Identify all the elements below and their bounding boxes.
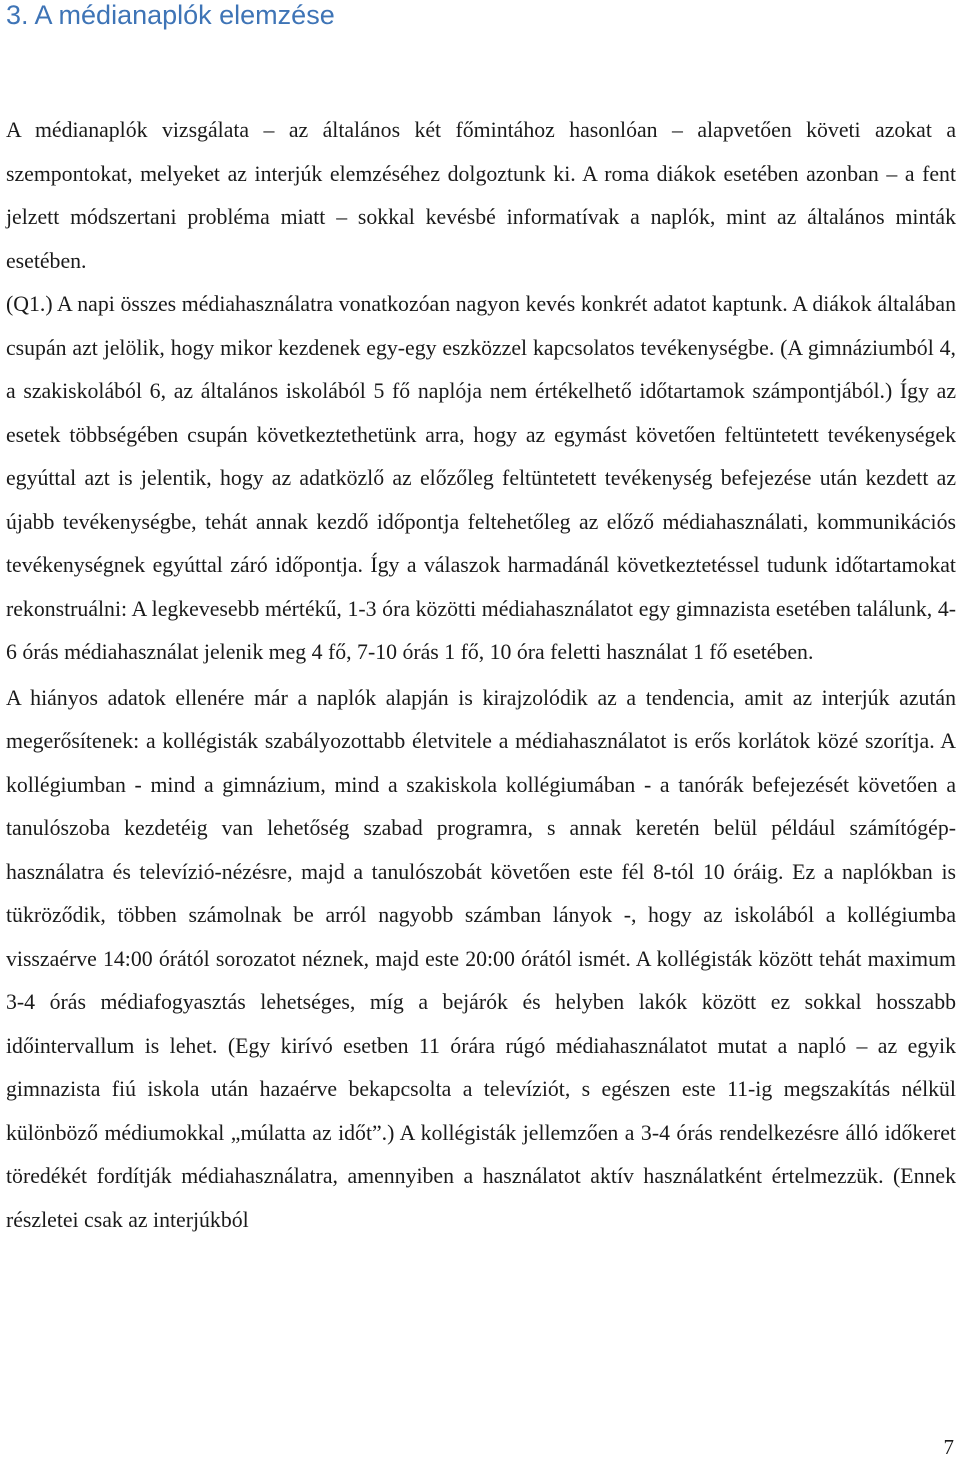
- section-heading: 3. A médianaplók elemzése: [6, 0, 335, 30]
- paragraph-q1: (Q1.) A napi összes médiahasználatra vonatkozóan nagyon kevés konkrét adatot kaptunk. A diákok általában csupán azt jelölik, hogy mikor kezdenek egy-egy eszközzel kapcsolatos tevékenységbe. (A gimnáziumból 4, a szakiskolából 6, az általános iskolából 5 fő naplója nem értékelhető időtartamok számpontjából.) Így az esetek többségében csupán következtethetünk arra, hogy az egymást követően feltüntetett tevékenységek egyúttal azt is jelentik, hogy az adatközlő az előzőleg feltüntetett tevékenység befejezése után kezdett az újabb tevékenységbe, tehát annak kezdő időpontja feltehetőleg az előző médiahasználati, kommunikációs tevékenységnek egyúttal záró időpontja. Így a válaszok harmadánál következtetéssel tudunk időtartamokat rekonstruálni: A legkevesebb mértékű, 1-3 óra közötti médiahasználatot egy gimnazista esetében találunk, 4-6 órás médiahasználat jelenik meg 4 fő, 7-10 órás 1 fő, 10 óra feletti használat 1 fő esetében.: [6, 292, 956, 664]
- page-number: 7: [943, 1435, 954, 1459]
- paragraph-dormitory: A hiányos adatok ellenére már a naplók alapján is kirajzolódik az a tendencia, amit az interjúk azután megerősítenek: a kollégisták szabályozottabb életvitele a médiahasználatot is erős korlátok közé szorítja. A kollégiumban - mind a gimnázium, mind a szakiskola kollégiumában - a tanórák befejezését követően a tanulószoba kezdetéig van lehetőség szabad programra, s annak keretén belül például számítógép-használatra és televízió-nézésre, majd a tanulószobát követően este fél 8-tól 10 óráig. Ez a naplókban is tükröződik, többen számolnak be arról nagyobb számban lányok -, hogy az iskolából a kollégiumba visszaérve 14:00 órától sorozatot néznek, majd este 20:00 órától ismét. A kollégisták között tehát maximum 3-4 órás médiafogyasztás lehetséges, míg a bejárók és helyben lakók között ez sokkal hosszabb időintervallum is lehet. (Egy kirívó esetben 11 órára rúgó médiahasználatot mutat a napló – az egyik gimnazista fiú iskola után hazaérve bekapcsolta a televíziót, s egészen este 11-ig megszakítás nélkül különböző médiumokkal „múlatta az időt”.) A kollégisták jellemzően a 3-4 órás rendelkezésre álló időkeret töredékét fordítják médiahasználatra, amennyiben a használatot aktív használatként értelmezzük. (Ennek részletei csak az interjúkból: [6, 685, 956, 1232]
- document-body: [6, 109, 956, 1242]
- paragraph-intro: A médianaplók vizsgálata – az általános két főmintához hasonlóan – alapvetően követi azokat a szempontokat, melyeket az interjúk elemzéséhez dolgoztunk ki. A roma diákok esetében azonban – a fent jelzett módszertani probléma miatt – sokkal kevésbé informatívak a naplók, mint az általános minták esetében.: [6, 118, 956, 273]
